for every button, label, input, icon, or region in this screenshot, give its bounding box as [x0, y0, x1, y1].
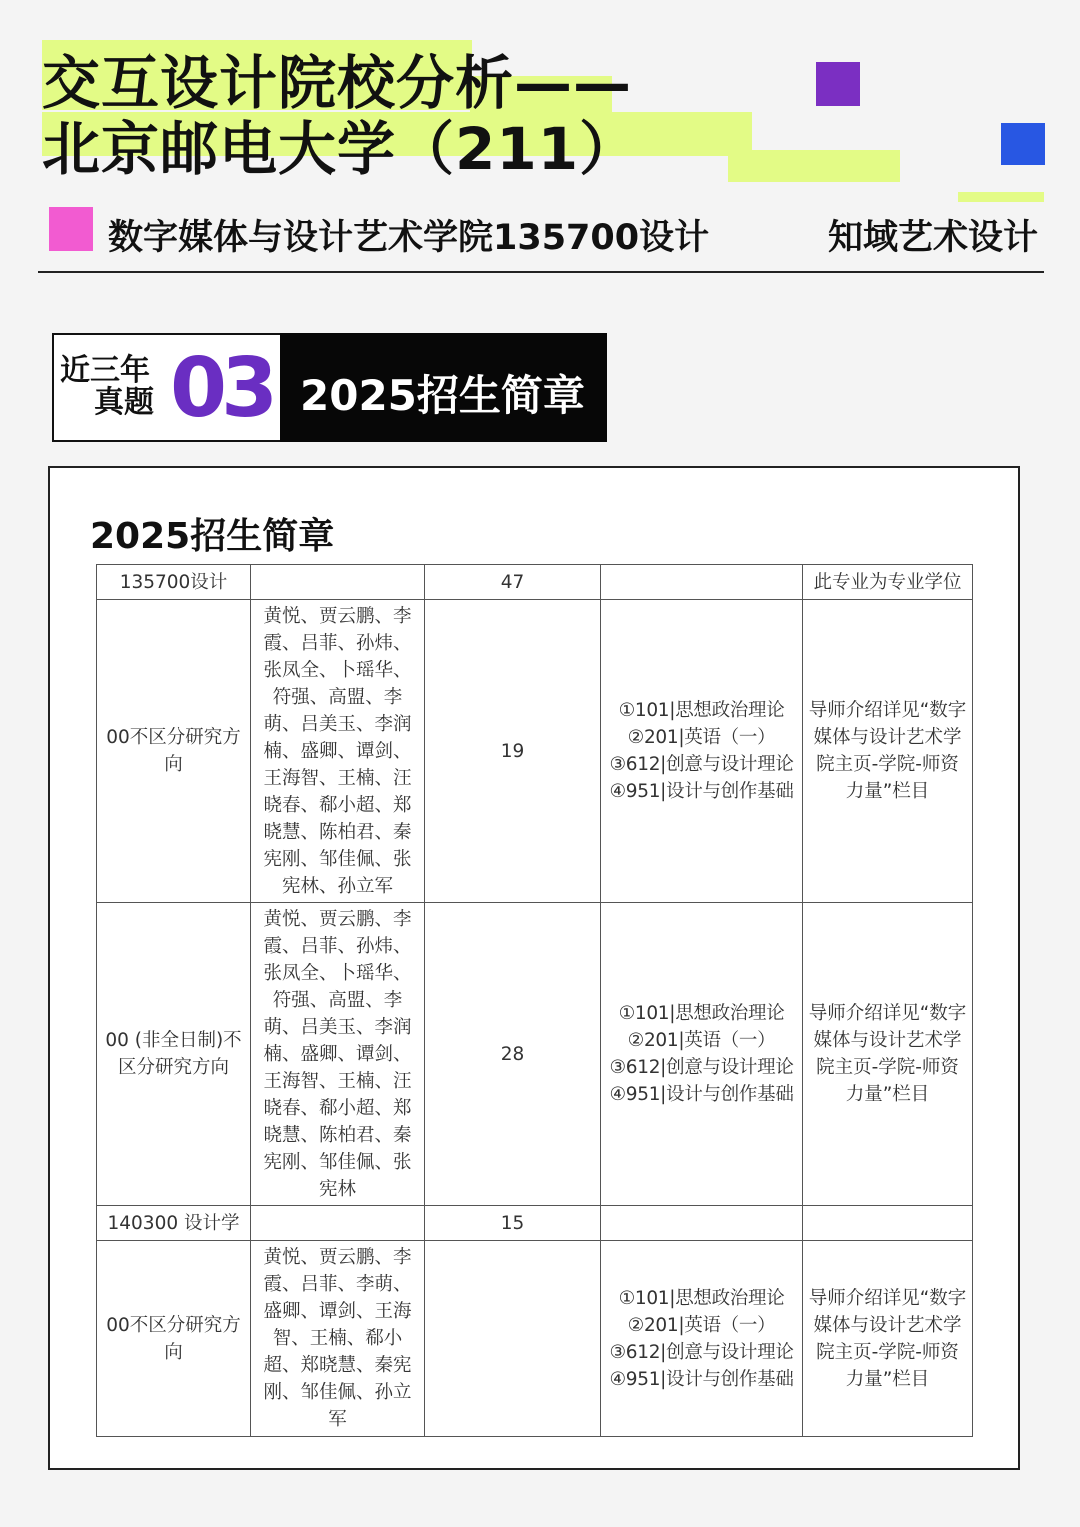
admission-panel — [48, 466, 1020, 1470]
exam-subject: ②201|英语（一） — [627, 1030, 776, 1051]
section-badge — [52, 333, 607, 442]
exam-subject: ④951|设计与创作基础 — [609, 1084, 794, 1105]
title-highlight-4 — [728, 150, 900, 182]
major-cell: 00不区分研究方向 — [97, 600, 251, 903]
exam-subject: ③612|创意与设计理论 — [609, 1341, 794, 1363]
purple-square — [816, 62, 860, 106]
table-row — [97, 565, 973, 600]
mentors-cell — [251, 565, 425, 600]
title-highlight-5 — [958, 192, 1044, 202]
exam-subject: ②201|英语（一） — [627, 727, 776, 748]
major-cell: 00 (非全日制)不区分研究方向 — [97, 903, 251, 1206]
brand-name: 知域艺术设计 — [828, 218, 1039, 258]
exam-cell — [601, 1241, 803, 1437]
table-row — [97, 1206, 973, 1241]
quota-cell: 47 — [425, 565, 601, 600]
badge-title: 2025招生简章 — [300, 371, 585, 420]
blue-square — [1001, 123, 1045, 165]
page-title-line-1: 交互设计院校分析—— — [42, 49, 633, 117]
badge-number: 03 — [170, 341, 273, 436]
mentors-cell: 黄悦、贾云鹏、李霞、吕菲、孙炜、张凤全、卜瑶华、符强、高盟、李萌、吕美玉、李润楠、盛卿、谭剑、王海智、王楠、汪晓春、郗小超、郑晓慧、陈柏君、秦宪刚、邹佳佩、张宪林、孙立军 — [251, 600, 425, 903]
badge-title-box — [280, 333, 607, 442]
college-subtitle: 数字媒体与设计艺术学院135700设计 — [108, 218, 710, 258]
exam-cell — [601, 565, 803, 600]
exam-cell — [601, 903, 803, 1206]
major-cell: 00不区分研究方向 — [97, 1241, 251, 1437]
exam-subject: ②201|英语（一） — [627, 1314, 776, 1336]
exam-subject: ①101|思想政治理论 — [618, 700, 785, 721]
badge-label-box — [52, 333, 282, 442]
page-title-line-2: 北京邮电大学（211） — [42, 115, 639, 183]
badge-label-bottom: 真题 — [94, 385, 154, 420]
exam-subject: ③612|创意与设计理论 — [609, 754, 794, 775]
exam-cell — [601, 1206, 803, 1241]
mentors-cell: 黄悦、贾云鹏、李霞、吕菲、孙炜、张凤全、卜瑶华、符强、高盟、李萌、吕美玉、李润楠、盛卿、谭剑、王海智、王楠、汪晓春、郗小超、郑晓慧、陈柏君、秦宪刚、邹佳佩、张宪林 — [251, 903, 425, 1206]
note-cell: 导师介绍详见“数字媒体与设计艺术学院主页-学院-师资力量”栏目 — [803, 1241, 973, 1437]
note-cell: 此专业为专业学位 — [803, 565, 973, 600]
exam-subject: ③612|创意与设计理论 — [609, 1057, 794, 1078]
quota-cell — [425, 1241, 601, 1437]
note-cell: 导师介绍详见“数字媒体与设计艺术学院主页-学院-师资力量”栏目 — [803, 600, 973, 903]
note-cell — [803, 1206, 973, 1241]
quota-cell: 19 — [425, 600, 601, 903]
header-divider — [38, 271, 1044, 273]
exam-subject: ④951|设计与创作基础 — [609, 1368, 794, 1390]
exam-subject: ④951|设计与创作基础 — [609, 781, 794, 802]
major-cell: 135700设计 — [97, 565, 251, 600]
table-row — [97, 1241, 973, 1437]
table-row — [97, 903, 973, 1206]
quota-cell: 28 — [425, 903, 601, 1206]
badge-label-top: 近三年 — [60, 353, 150, 388]
admission-table — [96, 564, 973, 1437]
mentors-cell — [251, 1206, 425, 1241]
exam-subject: ①101|思想政治理论 — [618, 1287, 785, 1309]
note-cell: 导师介绍详见“数字媒体与设计艺术学院主页-学院-师资力量”栏目 — [803, 903, 973, 1206]
major-cell: 140300 设计学 — [97, 1206, 251, 1241]
pink-square — [49, 207, 93, 251]
mentors-cell: 黄悦、贾云鹏、李霞、吕菲、李萌、盛卿、谭剑、王海智、王楠、郗小超、郑晓慧、秦宪刚、邹佳佩、孙立军 — [251, 1241, 425, 1437]
exam-subject: ①101|思想政治理论 — [618, 1003, 785, 1024]
exam-cell — [601, 600, 803, 903]
quota-cell: 15 — [425, 1206, 601, 1241]
panel-title: 2025招生简章 — [90, 516, 335, 557]
table-row — [97, 600, 973, 903]
